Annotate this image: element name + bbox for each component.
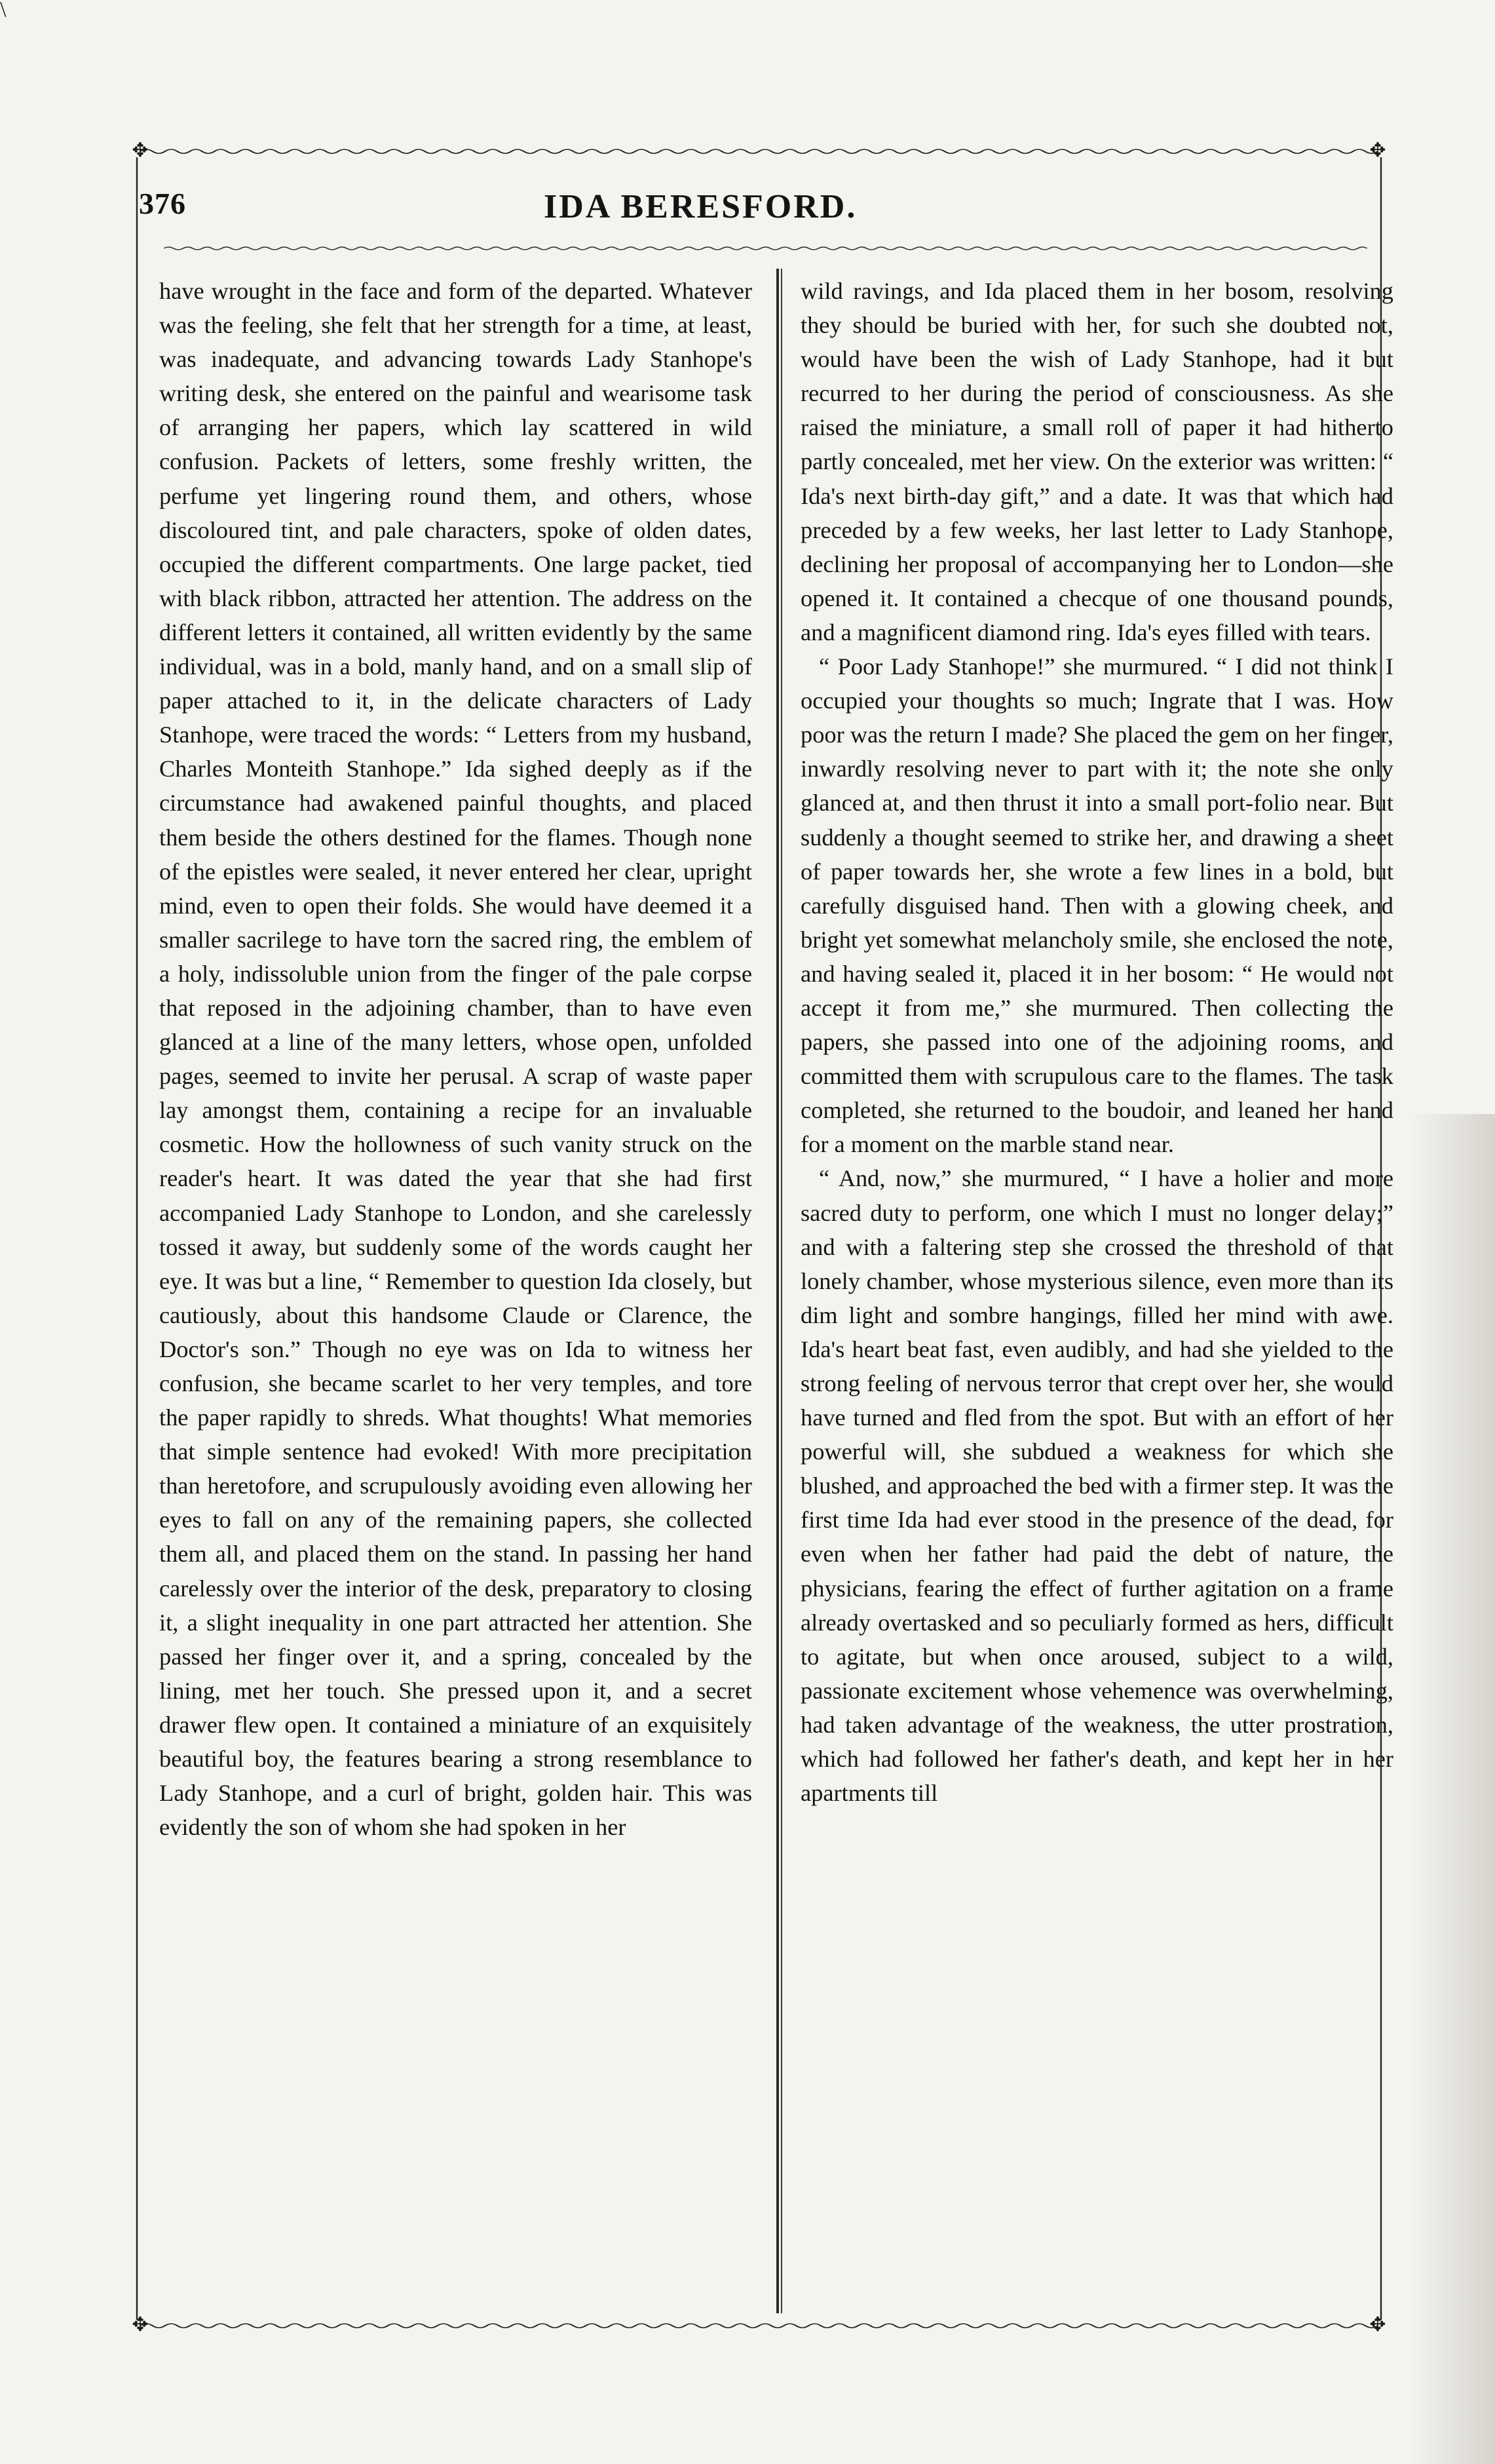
paragraph: have wrought in the face and form of the departed. Whatever was the feeling, she felt that her strength for a time, at least, was inadequate, and advancing towards Lady Stanhope's writing desk, she entered on the painful and wearisome task of arranging her papers, which lay scattered in wild confusion. Packets of letters, some freshly written, the perfume yet lingering round them, and others, whose discoloured tint, and pale characters, spoke of olden dates, occupied the different compartments. One large packet, tied with black ribbon, attracted her attention. The address on the different letters it contained, all written evidently by the same individual, was in a bold, manly hand, and on a small slip of paper attached to it, in the delicate characters of Lady Stanhope, were traced the words: “ Letters from my husband, Charles Monteith Stanhope.” Ida sighed deeply as if the circumstance had awakened painful thoughts, and placed them beside the others destined for the flames. Though none of the epistles were sealed, it never entered her clear, upright mind, even to open their folds. She would have deemed it a smaller sacrilege to have torn the sacred ring, the emblem of a holy, indissoluble union from the finger of the pale corpse that reposed in the adjoining chamber, than to have even glanced at a line of the many letters, whose open, unfolded pages, seemed to invite her perusal. A scrap of waste paper lay amongst them, containing a recipe for an invaluable cosmetic. How the hollowness of such vanity struck on the reader's heart. It was dated the year that she had first accompanied Lady Stanhope to London, and she carelessly tossed it away, but suddenly some of the words caught her eye. It was but a line, “ Remember to question Ida closely, but cautiously, about this handsome Claude or Clarence, the Doctor's son.” Though no eye was on Ida to witness her confusion, she became scarlet to her very temples, and tore the paper rapidly to shreds. What thoughts! What memories that simple sentence had evoked! With more precipitation than heretofore, and scrupulously avoiding even allowing her eyes to fall on any of the remaining papers, she collected them all, and placed them on the stand. In passing her hand carelessly over the interior of the desk, preparatory to closing it, a slight inequality in one part attracted her attention. She passed her finger over it, and a spring, concealed by the lining, met her touch. She pressed upon it, and a secret drawer flew open. It contained a miniature of an exquisitely beautiful boy, the features bearing a strong resemblance to Lady Stanhope, and a curl of bright, golden hair. This was evidently the son of whom she had spoken in her (159, 278, 752, 1841)
corner-ornament-icon: ✥ (1369, 2314, 1386, 2336)
left-text-column (159, 274, 752, 1844)
left-border-rule (135, 157, 139, 2320)
scan-edge-mark: \ (0, 0, 7, 22)
paragraph: “ Poor Lady Stanhope!” she murmured. “ I did not think I occupied your thoughts so much; Ingrate that I was. How poor was the return I made? She placed the gem on her finger, inwardly resolving never to part with it; the note she only glanced at, and then thrust it into a small port-folio near. But suddenly a thought seemed to strike her, and drawing a sheet of paper towards her, she wrote a few lines in a bold, but carefully disguised hand. Then with a glowing cheek, and bright yet somewhat melancholy smile, she enclosed the note, and having sealed it, placed it in her bosom: “ He would not accept it from me,” she murmured. Then collecting the papers, she passed into one of the adjoining rooms, and committed them with scrupulous care to the flames. The task completed, she returned to the boudoir, and leaned her hand for a moment on the marble stand near. (801, 653, 1393, 1158)
corner-ornament-icon: ✥ (132, 2314, 149, 2336)
bottom-ornamental-rule (140, 2320, 1378, 2332)
page-number: 376 (139, 187, 186, 220)
top-ornamental-rule (140, 145, 1378, 157)
scan-shadow (1410, 1114, 1495, 2464)
paragraph: “ And, now,” she murmured, “ I have a holier and more sacred duty to perform, one which I must no longer delay;” and with a faltering step she crossed the threshold of that lonely chamber, whose mysterious silence, even more than its dim light and sombre hangings, filled her mind with awe. Ida's heart beat fast, even audibly, and had she yielded to the strong feeling of nervous terror that crept over her, she would have turned and fled from the spot. But with an effort of her powerful will, she subdued a weakness for which she blushed, and approached the bed with a firmer step. It was the first time Ida had ever stood in the presence of the dead, for even when her father had paid the debt of nature, the physicians, fearing the effect of further agitation on a frame already overtasked and so peculiarly formed as hers, difficult to agitate, but when once aroused, subject to a wild, passionate excitement whose vehemence was overwhelming, had taken advantage of the weakness, the utter prostration, which had followed her father's death, and kept her in her apartments till (801, 1165, 1393, 1807)
right-text-column (801, 274, 1393, 1810)
running-title: IDA BERESFORD. (544, 188, 858, 225)
corner-ornament-icon: ✥ (1369, 140, 1386, 161)
paragraph: wild ravings, and Ida placed them in her bosom, resolving they should be buried with her, for such she doubted not, would have been the wish of Lady Stanhope, had it but recurred to her during the period of consciousness. As she raised the miniature, a small roll of paper it had hitherto partly concealed, met her view. On the exterior was written: “ Ida's next birth-day gift,” and a date. It was that which had preceded by a few weeks, her last letter to Lady Stanhope, declining her proposal of accompanying her to London—she opened it. It contained a checque of one thousand pounds, and a magnificent diamond ring. Ida's eyes filled with tears. (801, 278, 1393, 645)
column-divider-rule (776, 269, 779, 2313)
header-underline-rule (164, 244, 1367, 253)
corner-ornament-icon: ✥ (132, 140, 149, 161)
